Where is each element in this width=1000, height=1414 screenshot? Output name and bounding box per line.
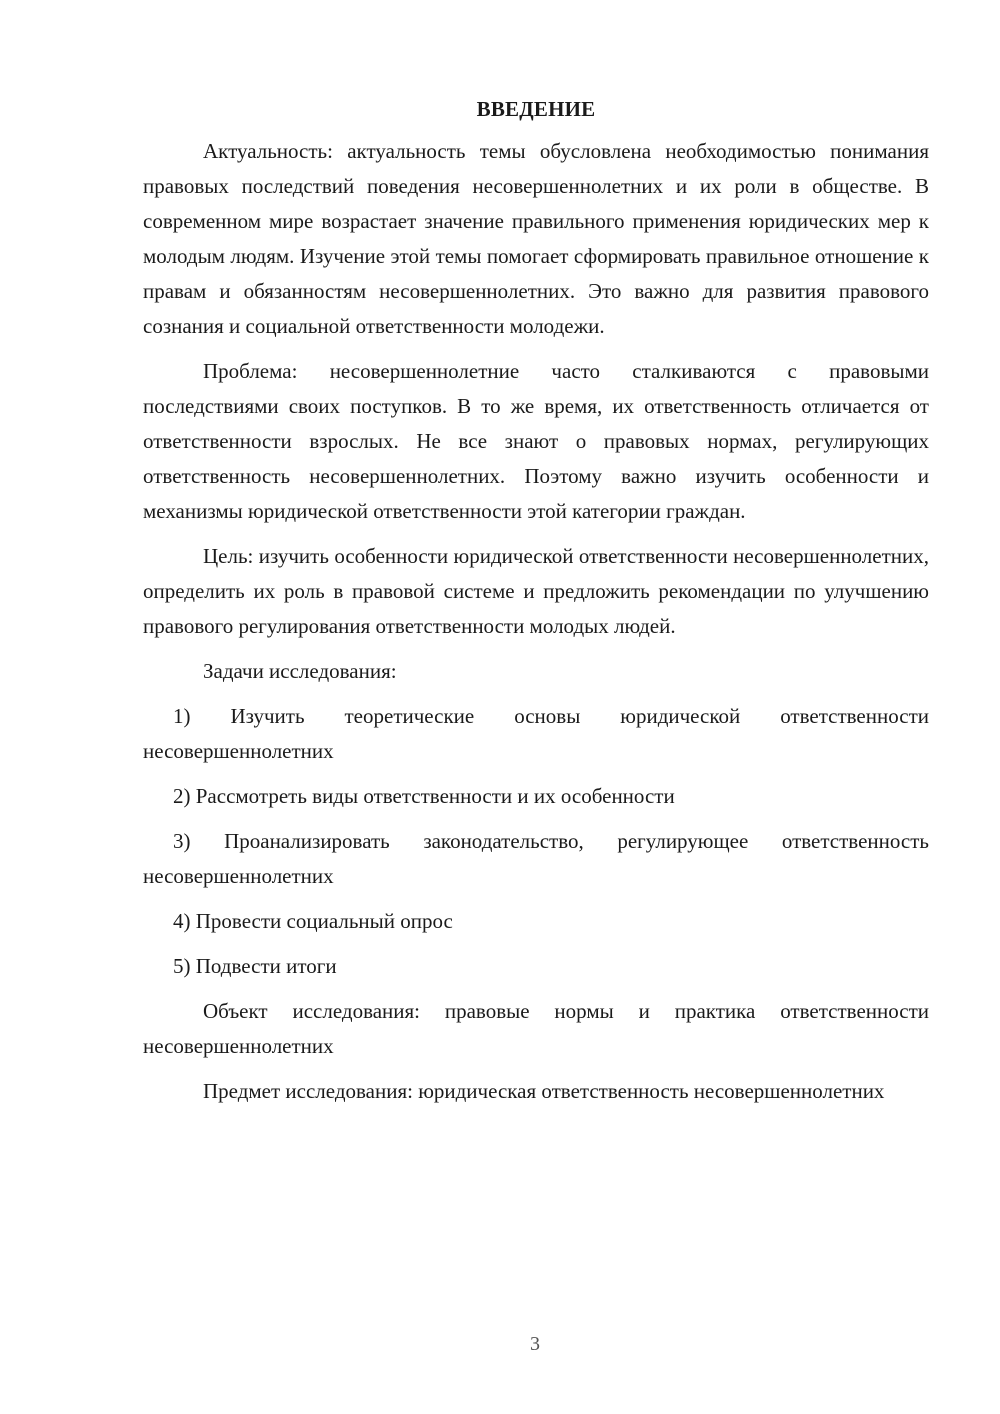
paragraph-subject: Предмет исследования: юридическая ответственность несовершеннолетних [203, 1079, 885, 1103]
task-item: 1) Изучить теоретические основы юридической ответственности несовершеннолетних [143, 704, 929, 763]
document-page [143, 92, 929, 1119]
task-item: 3) Проанализировать законодательство, регулирующее ответственность несовершеннолетних [143, 829, 929, 888]
section-title: ВВЕДЕНИЕ [476, 97, 596, 121]
page-number: 3 [530, 1333, 540, 1355]
task-item: 5) Подвести итоги [173, 954, 337, 978]
task-item: 4) Провести социальный опрос [173, 909, 453, 933]
tasks-heading: Задачи исследования: [203, 659, 397, 683]
paragraph-problem: Проблема: несовершеннолетние часто сталкиваются с правовыми последствиями своих поступков. В то же время, их ответственность отличается от ответственности взрослых. Не все знают о правовых нормах, регулирующих ответственность несовершеннолетних. Поэтому важно изучить особенности и механизмы юридической ответственности этой категории граждан. [143, 359, 929, 523]
paragraph-object: Объект исследования: правовые нормы и практика ответственности несовершеннолетних [143, 999, 929, 1058]
task-item: 2) Рассмотреть виды ответственности и их особенности [173, 784, 675, 808]
paragraph-relevance: Актуальность: актуальность темы обусловлена необходимостью понимания правовых последствий поведения несовершеннолетних и их роли в обществе. В современном мире возрастает значение правильного применения юридических мер к молодым людям. Изучение этой темы помогает сформировать правильное отношение к правам и обязанностям несовершеннолетних. Это важно для развития правового сознания и социальной ответственности молодежи. [143, 139, 929, 338]
paragraph-goal: Цель: изучить особенности юридической ответственности несовершеннолетних, определить их роль в правовой системе и предложить рекомендации по улучшению правового регулирования ответственности молодых людей. [143, 544, 929, 638]
